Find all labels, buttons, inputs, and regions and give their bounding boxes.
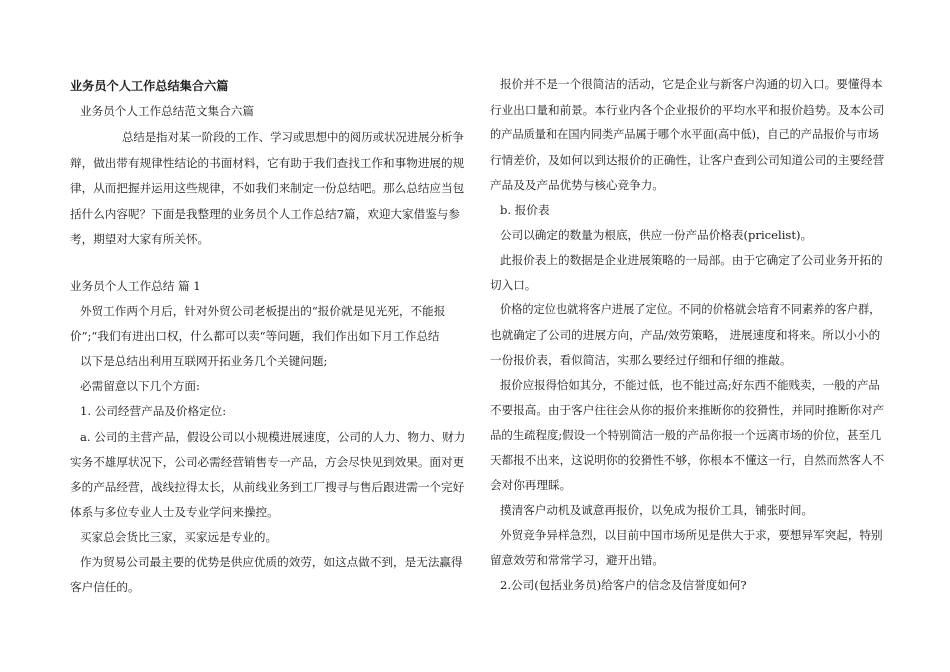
- body-line: 的产品质量和在国内同类产品属于哪个水平面(高中低)，自己的产品报价与市场: [490, 128, 880, 141]
- body-line: 报价应报得恰如其分，不能过低，也不能过高;好东西不能贱卖，一般的产品: [500, 378, 880, 392]
- body-line: 作为贸易公司最主要的优势是供应优质的效劳，如这点做不到，是无法赢得: [80, 555, 463, 569]
- intro-line: 辩，做出带有规律性结论的书面材料，它有助于我们查找工作和事物进展的规: [70, 156, 465, 170]
- body-line: 行情差价，及如何以到达报价的正确性，让客户查到公司知道公司的主要经营: [490, 153, 885, 167]
- body-line: 一份报价表，看似简洁，实那么要经过仔细和仔细的推敲。: [490, 353, 792, 367]
- body-line: 摸清客户动机及诚意再报价，以免成为报价工具，铺张时间。: [500, 503, 814, 517]
- body-line: 2.公司(包括业务员)给客户的信念及信誉度如何?: [500, 578, 747, 592]
- body-line: 价”;“我们有进出口权，什么都可以卖“等问题，我们作出如下月工作总结: [70, 329, 440, 343]
- document-subtitle: 业务员个人工作总结范文集合六篇: [80, 104, 254, 118]
- body-line: 实务不雄厚状况下，公司必需经营销售专一产品，方会尽快见到效果。面对更: [70, 455, 465, 469]
- body-line: 外贸工作两个月后，针对外贸公司老板提出的“报价就是见光死，不能报: [80, 304, 446, 318]
- body-line: 外贸竞争异样急烈，以目前中国市场所见是供大于求，要想异军突起，特别: [500, 528, 883, 542]
- body-line: 客户信任的。: [70, 580, 140, 594]
- body-line: 切入口。: [490, 278, 537, 292]
- document-title: 业务员个人工作总结集合六篇: [70, 79, 229, 93]
- body-line: 行业出口量和前景。本行业内各个企业报价的平均水平和报价趋势。及本公司: [490, 103, 885, 117]
- intro-line: 括什么内容呢？下面是我整理的业务员个人工作总结7篇，欢迎大家借鉴与参: [70, 207, 460, 221]
- body-line: 1. 公司经营产品及价格定位:: [80, 404, 227, 418]
- body-line: 买家总会货比三家，买家远是专业的。: [80, 530, 278, 544]
- body-line: 以下是总结出利用互联网开拓业务几个关键问题;: [80, 354, 328, 368]
- body-line: 必需留意以下几个方面:: [80, 379, 200, 393]
- body-line: 价格的定位也就将客户进展了定位。不同的价格就会培育不同素养的客户群，: [500, 303, 881, 316]
- body-line: 天都报不出来，这说明你的狡猾性不够，你根本不懂这一行，自然而然客人不: [490, 453, 885, 467]
- body-line: 不要报高。由于客户往往会从你的报价来推断你的狡猾性，并同时推断你对产: [490, 403, 885, 417]
- intro-line: 总结是指对某一阶段的工作、学习或思想中的阅历或状况进展分析争: [122, 130, 464, 144]
- body-line: 会对你再理睬。: [490, 478, 572, 492]
- body-line: 品的生疏程度;假设一个特别简洁一般的产品你报一个远离市场的价位，甚至几: [490, 428, 882, 442]
- body-line: 留意效劳和常常学习，避开出错。: [490, 553, 664, 567]
- body-line: 此报价表上的数据是企业进展策略的一局部。由于它确定了公司业务开拓的: [500, 253, 883, 267]
- body-line: 体系与多位专业人士及专业学问来操控。: [70, 505, 279, 519]
- body-line: 多的产品经营，战线拉得太长，从前线业务到工厂搜寻与售后跟进需一个完好: [70, 480, 465, 494]
- section-heading: 业务员个人工作总结 篇 1: [70, 279, 201, 293]
- body-line: 报价并不是一个很简洁的活动，它是企业与新客户沟通的切入口。要懂得本: [500, 77, 883, 91]
- body-line: 公司以确定的数量为根底，供应一份产品价格表(pricelist)。: [500, 228, 813, 242]
- body-line: 也就确定了公司的进展方向，产品/效劳策略， 进展速度和将来。所以小小的: [490, 328, 881, 342]
- body-line: 产品及及产品优势与核心竞争力。: [490, 178, 664, 192]
- intro-line: 律，从而把握并运用这些规律，不如我们来制定一份总结吧。那么总结应当包: [70, 181, 465, 195]
- intro-line: 考，期望对大家有所关怀。: [70, 232, 210, 246]
- body-line: a. 公司的主营产品，假设公司以小规模进展速度，公司的人力、物力、财力: [80, 430, 466, 444]
- body-line: b. 报价表: [500, 203, 550, 217]
